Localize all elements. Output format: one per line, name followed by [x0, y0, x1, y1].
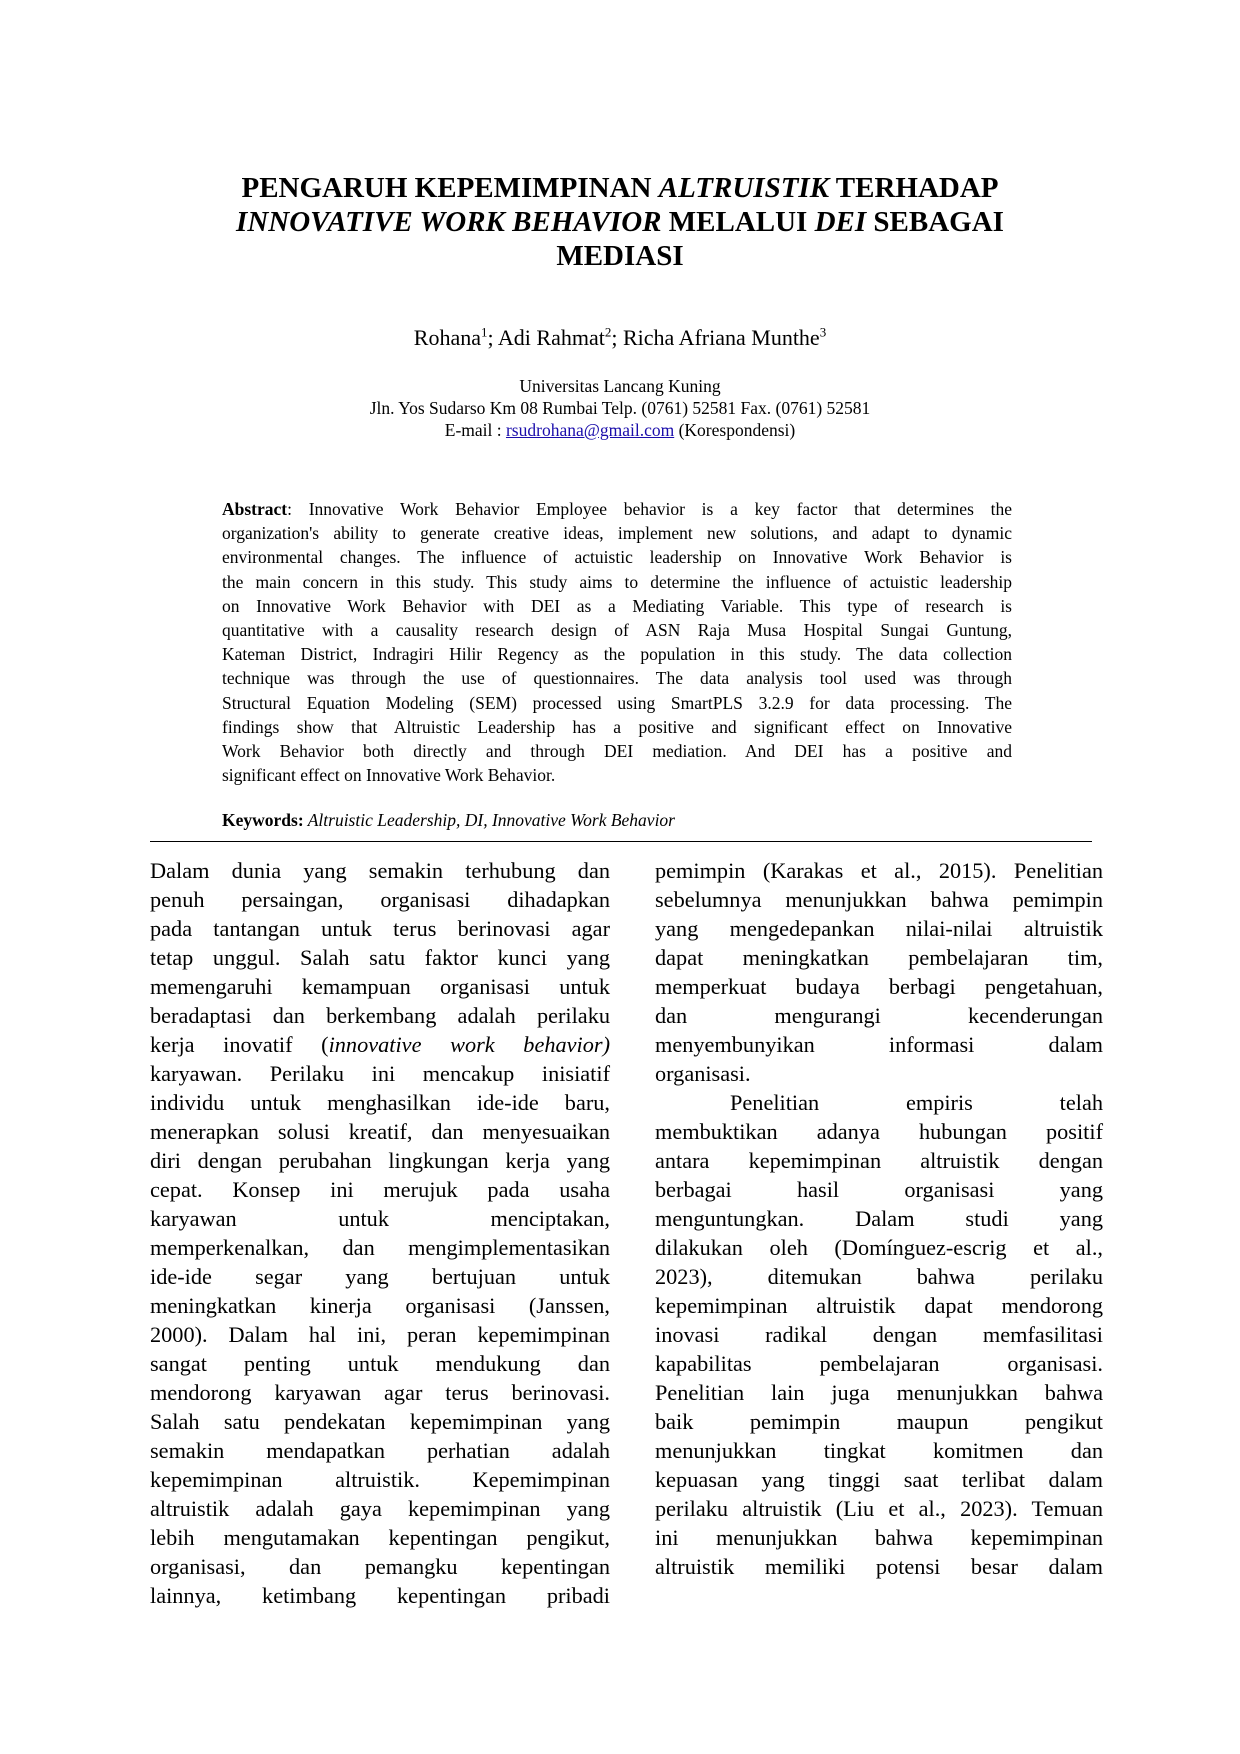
author: Rohana$^1$;	[413, 324, 498, 350]
body-text-line: karyawan. Perilaku ini mencakup inisiatif	[150, 1061, 610, 1086]
body-text-line: Penelitian empiris telah	[730, 1090, 1103, 1115]
abstract-line: significant effect on Innovative Work Behavior.	[222, 765, 556, 786]
body-text-line: 2000). Dalam hal ini, peran kepemimpinan	[150, 1322, 610, 1347]
body-text-line: dan mengurangi kecenderungan	[655, 1003, 1103, 1028]
abstract-label: Abstract	[222, 499, 288, 519]
abstract-line: organization's ability to generate creative ideas, implement new solutions, and adapt to dynamic	[222, 523, 1012, 544]
university-address: Jln. Yos Sudarso Km 08 Rumbai Telp. (0761) 52581 Fax. (0761) 52581	[369, 398, 871, 418]
title-line-1: PENGARUH KEPEMIMPINAN ALTRUISTIK TERHADAP	[241, 172, 999, 204]
body-text-line: berbagai hasil organisasi yang	[655, 1177, 1103, 1202]
body-column-right	[655, 856, 1103, 1581]
body-column-left	[150, 856, 610, 1610]
body-text-line: mendorong karyawan agar terus berinovasi.	[150, 1380, 610, 1405]
body-text-line: penuh persaingan, organisasi dihadapkan	[150, 887, 610, 912]
section-divider	[150, 841, 1092, 842]
body-text-line: menerapkan solusi kreatif, dan menyesuaikan	[150, 1119, 610, 1144]
body-text-line: Dalam dunia yang semakin terhubung dan	[150, 858, 610, 883]
body-text-line: karyawan untuk menciptakan,	[150, 1206, 610, 1231]
body-text-line: pemimpin (Karakas et al., 2015). Penelitian	[655, 858, 1103, 883]
body-text-line: lainnya, ketimbang kepentingan pribadi	[150, 1583, 610, 1608]
body-text-line: sebelumnya menunjukkan bahwa pemimpin	[655, 887, 1103, 912]
body-text-line: menguntungkan. Dalam studi yang	[655, 1206, 1103, 1231]
body-text-line: altruistik adalah gaya kepemimpinan yang	[150, 1496, 610, 1521]
body-text-line: individu untuk menghasilkan ide-ide baru,	[150, 1090, 610, 1115]
author: Adi Rahmat$^2$;	[497, 324, 623, 350]
body-text-line: dilakukan oleh (Domínguez-escrig et al.,	[655, 1235, 1103, 1260]
body-text-line: Salah satu pendekatan kepemimpinan yang	[150, 1409, 610, 1434]
body-text-line: menyembunyikan informasi dalam	[655, 1032, 1103, 1057]
body-text-line: tetap unggul. Salah satu faktor kunci yang	[150, 945, 610, 970]
body-text-line: kepuasan yang tinggi saat terlibat dalam	[655, 1467, 1103, 1492]
body-text-line: menunjukkan tingkat komitmen dan	[655, 1438, 1103, 1463]
body-text-line: ini menunjukkan bahwa kepemimpinan	[655, 1525, 1103, 1550]
title-line-3: MEDIASI	[556, 240, 684, 272]
body-text-line: inovasi radikal dengan memfasilitasi	[655, 1322, 1103, 1347]
body-text-line: kapabilitas pembelajaran organisasi.	[655, 1351, 1103, 1376]
body-text-line: memperkenalkan, dan mengimplementasikan	[150, 1235, 610, 1260]
body-text-line: lebih mengutamakan kepentingan pengikut,	[150, 1525, 610, 1550]
body-text-line: kepemimpinan altruistik. Kepemimpinan	[150, 1467, 610, 1492]
body-text-line: membuktikan adanya hubungan positif	[655, 1119, 1103, 1144]
body-text-line: yang mengedepankan nilai-nilai altruistik	[655, 916, 1103, 941]
university-name: Universitas Lancang Kuning	[519, 376, 721, 396]
abstract-line: Kateman District, Indragiri Hilir Regency as the population in this study. The data collection	[222, 644, 1012, 665]
paper-title	[170, 171, 1070, 273]
abstract-line: on Innovative Work Behavior with DEI as a Mediating Variable. This type of research is	[222, 595, 1012, 616]
body-text-line: pada tantangan untuk terus berinovasi agar	[150, 916, 610, 941]
body-text-line: memengaruhi kemampuan organisasi untuk	[150, 974, 610, 999]
abstract-line: findings show that Altruistic Leadership has a positive and significant effect on Innovative	[222, 716, 1012, 737]
body-text-line: organisasi.	[655, 1061, 751, 1086]
body-text-line: Penelitian lain juga menunjukkan bahwa	[655, 1380, 1103, 1405]
body-text-line: ide-ide segar yang bertujuan untuk	[150, 1264, 610, 1289]
email-link[interactable]: rsudrohana@gmail.com	[505, 420, 675, 440]
body-text-line: altruistik memiliki potensi besar dalam	[655, 1554, 1103, 1579]
abstract-line: Structural Equation Modeling (SEM) processed using SmartPLS 3.2.9 for data processing. The	[222, 692, 1012, 713]
affiliation	[170, 375, 1070, 441]
body-text-line: antara kepemimpinan altruistik dengan	[655, 1148, 1103, 1173]
abstract-line: technique was through the use of questionnaires. The data analysis tool used was through	[222, 668, 1012, 689]
abstract-line: environmental changes. The influence of actuistic leadership on Innovative Work Behavior is	[222, 547, 1012, 568]
keywords	[222, 808, 1012, 832]
abstract-line: Abstract: Innovative Work Behavior Employee behavior is a key factor that determines the	[222, 499, 1012, 519]
keywords-label: Keywords:	[222, 810, 304, 830]
title-line-2: INNOVATIVE WORK BEHAVIOR MELALUI DEI SEBAGAI	[236, 206, 1004, 238]
body-text-line: beradaptasi dan berkembang adalah perilaku	[150, 1003, 610, 1028]
email-line: E-mail : rsudrohana@gmail.com (Korespondensi)	[444, 420, 796, 440]
body-text-line: memperkuat budaya berbagi pengetahuan,	[655, 974, 1103, 999]
body-text-line: kepemimpinan altruistik dapat mendorong	[655, 1293, 1103, 1318]
body-text-line: meningkatkan kinerja organisasi (Janssen,	[150, 1293, 610, 1318]
author-list	[170, 324, 1070, 352]
body-text-line: kerja inovatif (innovative work behavior)	[150, 1032, 610, 1057]
author: Richa Afriana Munthe$^3$	[622, 324, 827, 350]
body-text-line: perilaku altruistik (Liu et al., 2023). Temuan	[655, 1496, 1103, 1521]
body-text-line: diri dengan perubahan lingkungan kerja yang	[150, 1148, 610, 1173]
body-text-line: 2023), ditemukan bahwa perilaku	[655, 1264, 1103, 1289]
abstract-line: the main concern in this study. This study aims to determine the influence of actuistic leadership	[222, 571, 1012, 592]
body-text-line: cepat. Konsep ini merujuk pada usaha	[150, 1177, 610, 1202]
body-text-line: organisasi, dan pemangku kepentingan	[150, 1554, 610, 1579]
keywords-text: Altruistic Leadership, DI, Innovative Work Behavior	[303, 810, 675, 830]
abstract-line: Work Behavior both directly and through DEI mediation. And DEI has a positive and	[222, 740, 1012, 761]
body-text-line: sangat penting untuk mendukung dan	[150, 1351, 610, 1376]
body-text-line: dapat meningkatkan pembelajaran tim,	[655, 945, 1103, 970]
body-text-line: baik pemimpin maupun pengikut	[655, 1409, 1103, 1434]
abstract-line: quantitative with a causality research design of ASN Raja Musa Hospital Sungai Guntung,	[222, 619, 1012, 640]
body-text-line: semakin mendapatkan perhatian adalah	[150, 1438, 610, 1463]
abstract	[222, 497, 1012, 787]
